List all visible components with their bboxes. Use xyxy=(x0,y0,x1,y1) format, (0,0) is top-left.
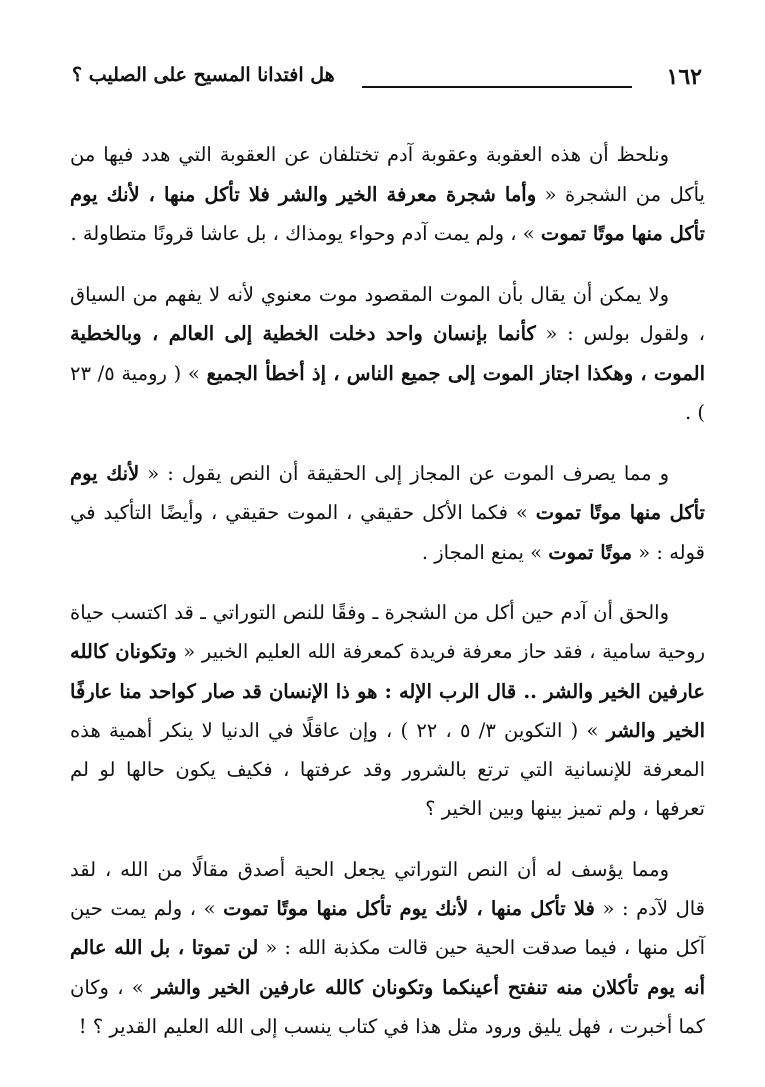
text-run: » ، ولم يمت حين آكل منها ، فيما صدقت الحية حين قالت مكذبة الله : « xyxy=(70,897,705,960)
quotation: لأنك يوم تأكل منها موتًا تموت xyxy=(70,461,705,524)
quotation: وتكونان كالله عارفين الخير والشر .. قال الرب الإله : هو ذا الإنسان قد صار كواحد منا عارفًا الخير والشر xyxy=(70,640,705,742)
paragraph xyxy=(70,135,705,254)
quotation: موتًا تموت xyxy=(548,540,633,564)
text-run: ونلحظ أن هذه العقوبة وعقوبة آدم تختلفان عن العقوبة التي هدد فيها من يأكل من الشجرة « xyxy=(70,143,705,206)
text-run: و مما يصرف الموت عن المجاز إلى الحقيقة أن النص يقول : « xyxy=(139,461,669,485)
paragraph xyxy=(70,850,705,1046)
text-run: » ( التكوين ٣/ ٥ ، ٢٢ ) ، وإن عاقلًا في الدنيا لا ينكر أهمية هذه المعرفة للإنسانية التي ترتع بالشرور وقد عرفتها ، فكيف يكون حالها لو لم تعرفها ، ولم تميز بينها وبين الخير ؟ xyxy=(70,718,705,821)
quotation: وأما شجرة معرفة الخير والشر فلا تأكل منها ، لأنك يوم تأكل منها موتًا تموت xyxy=(70,182,705,245)
text-run: ومما يؤسف له أن النص التوراتي يجعل الحية أصدق مقالًا من الله ، لقد قال لآدم : « xyxy=(70,857,705,921)
quotation: كأنما بإنسان واحد دخلت الخطية إلى العالم ، وبالخطية الموت ، وهكذا اجتاز الموت إلى جميع الناس ، إذ أخطأ الجميع xyxy=(70,322,705,385)
text-run: » ( رومية ٥/ ٢٣ ) . xyxy=(70,361,705,424)
paragraph xyxy=(70,275,705,433)
page-body xyxy=(70,135,705,1067)
text-run: » ، وكان كما أخبرت ، فهل يليق ورود مثل هذا في كتاب ينسب إلى الله العليم القدير ؟ ! xyxy=(70,975,705,1038)
page-number: ١٦٢ xyxy=(666,64,702,90)
quotation: لن تموتا ، بل الله عالم أنه يوم تأكلان منه تنفتح أعينكما وتكونان كالله عارفين الخير والشر xyxy=(70,936,705,999)
running-title: هل افتدانا المسيح على الصليب ؟ xyxy=(72,64,335,86)
paragraph xyxy=(70,454,705,573)
paragraph xyxy=(70,593,705,829)
quotation: فلا تأكل منها ، لأنك يوم تأكل منها موتًا تموت xyxy=(223,897,595,921)
text-run: » يمنع المجاز . xyxy=(421,540,549,564)
text-run: » فكما الأكل حقيقي ، الموت حقيقي ، وأيضًا التأكيد في قوله : « xyxy=(70,501,705,564)
text-run: » ، ولم يمت آدم وحواء يومذاك ، بل عاشا قرونًا متطاولة . xyxy=(70,222,541,245)
page-header xyxy=(72,64,702,104)
header-rule xyxy=(362,86,632,88)
text-run: والحق أن آدم حين أكل من الشجرة ـ وفقًا للنص التوراتي ـ قد اكتسب حياة روحية سامية ، فقد حاز معرفة فريدة كمعرفة الله العليم الخبير « xyxy=(70,601,705,664)
text-run: ولا يمكن أن يقال بأن الموت المقصود موت معنوي لأنه لا يفهم من السياق ، ولقول بولس : « xyxy=(70,282,705,345)
